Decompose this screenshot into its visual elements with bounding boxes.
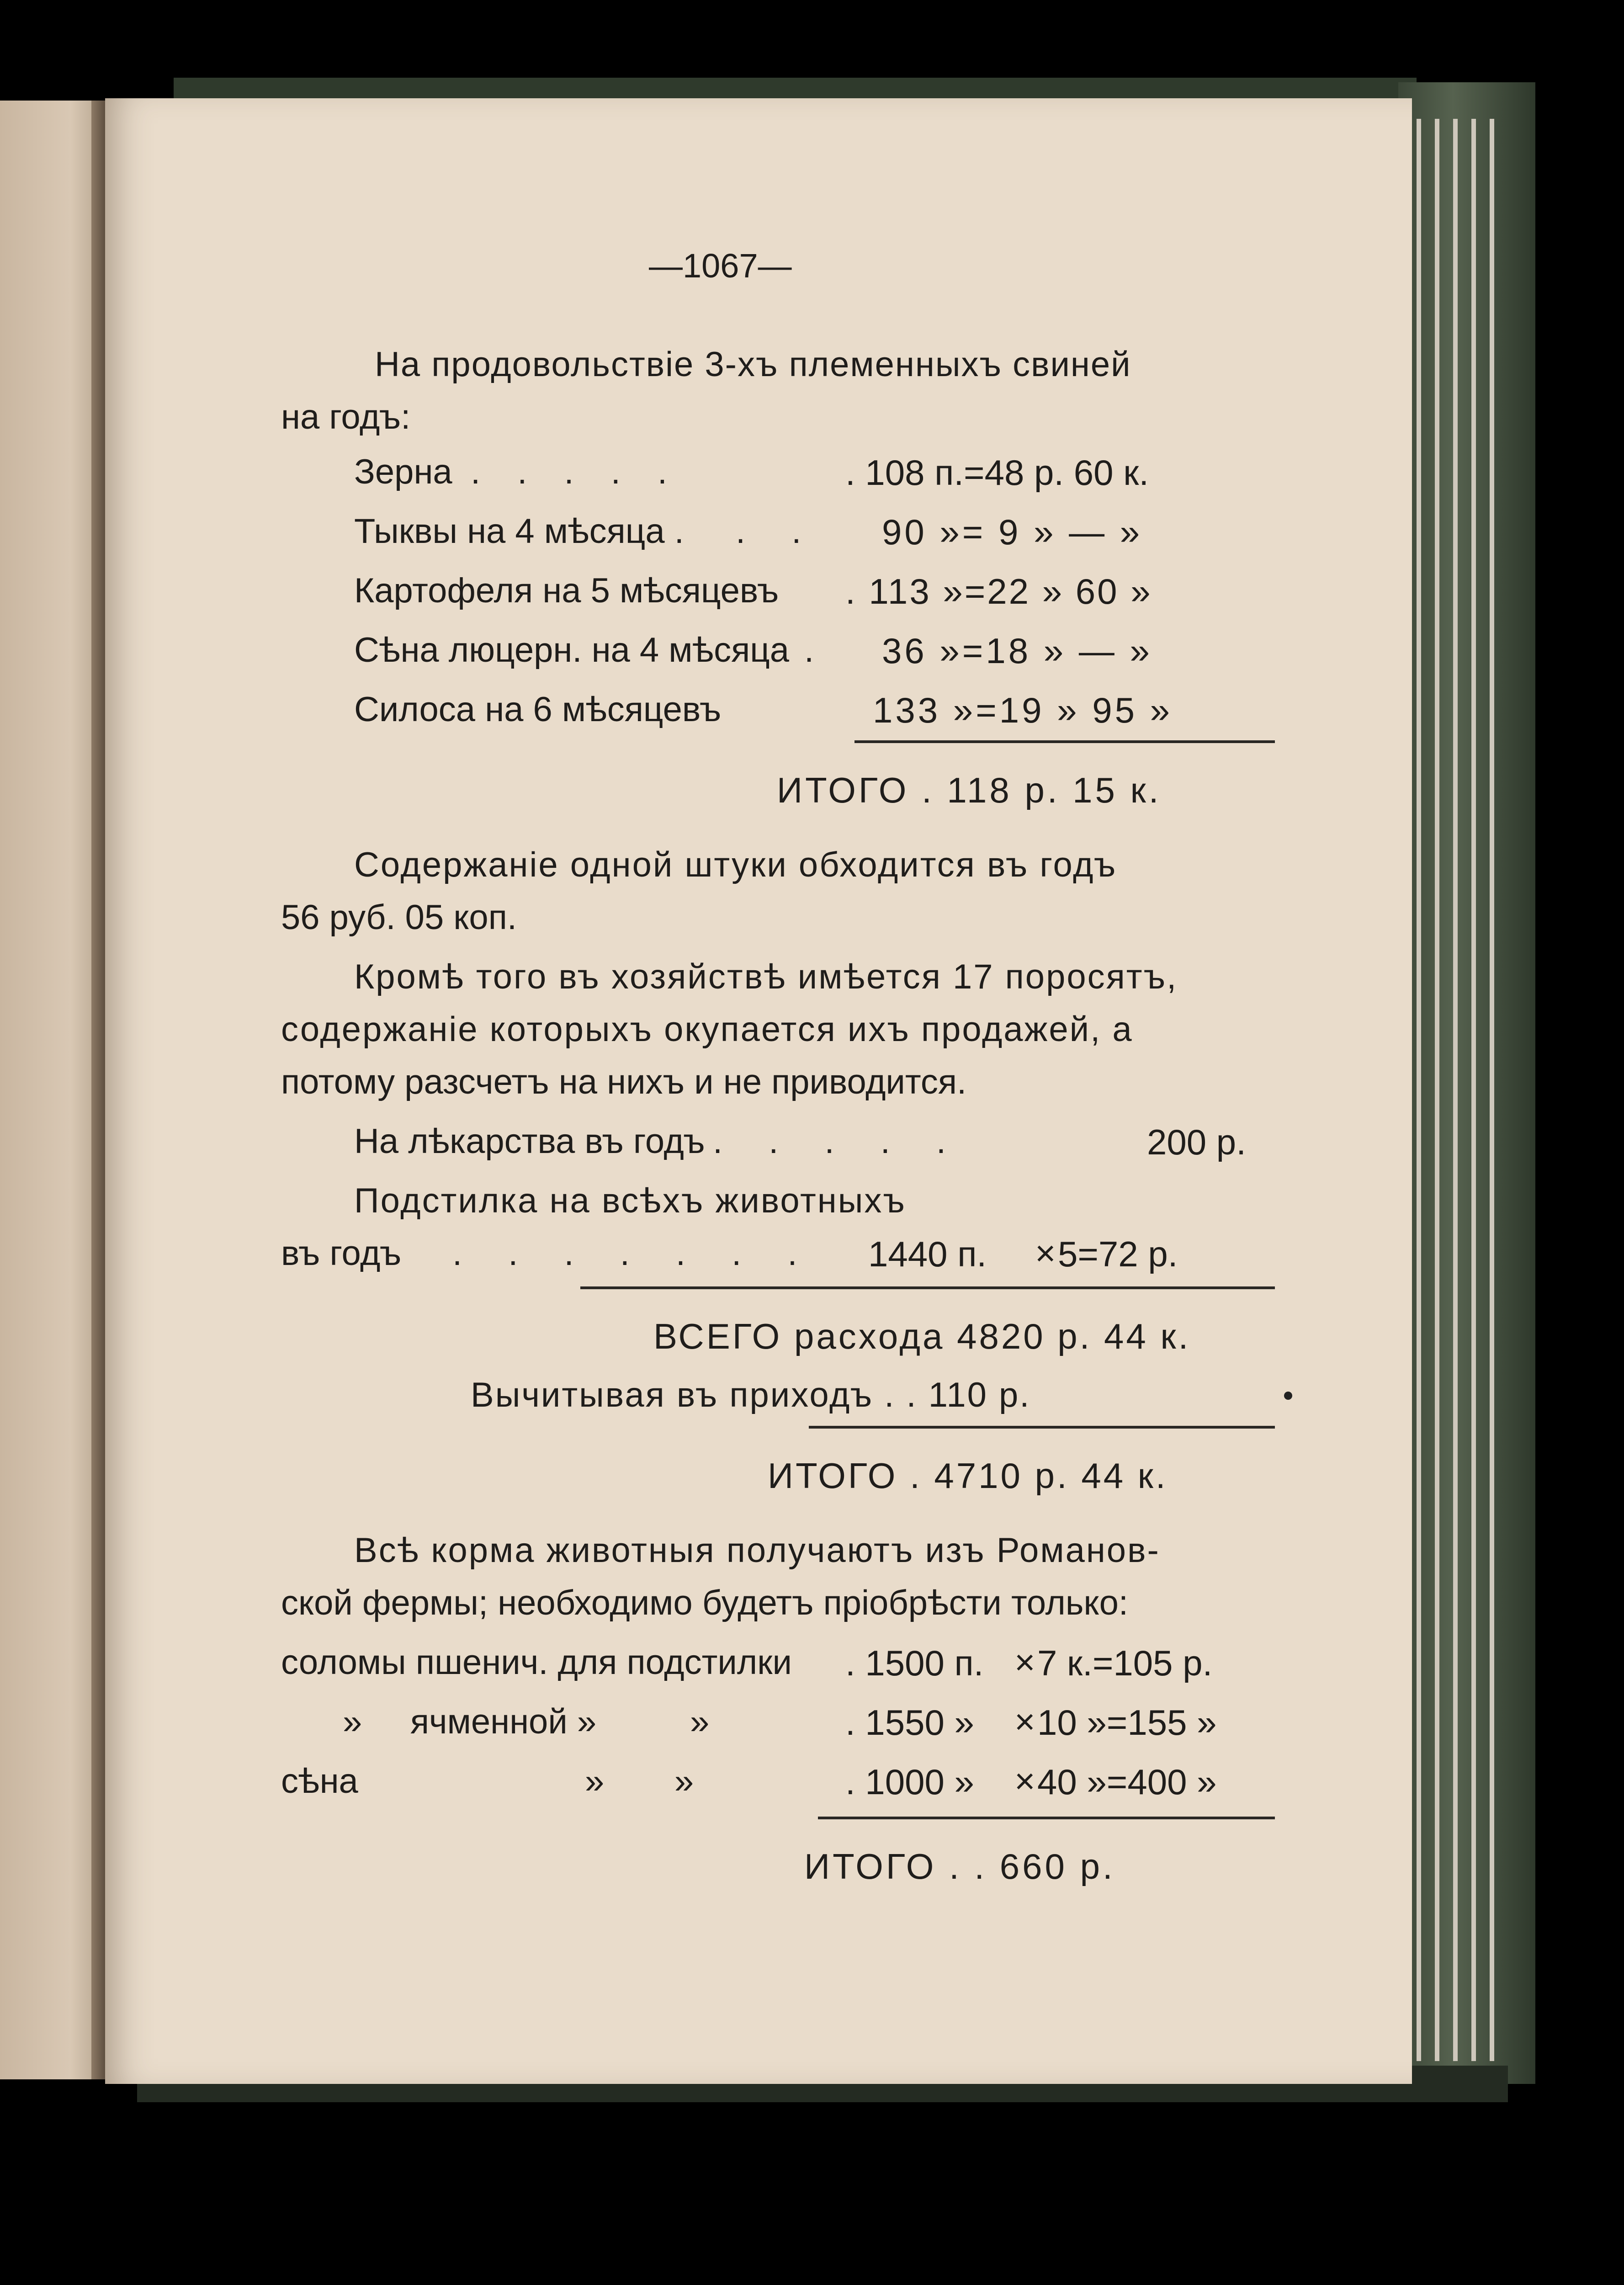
page-edge (1471, 119, 1476, 2061)
total-line: ИТОГО . 118 р. 15 к. (777, 770, 1162, 810)
paragraph-line: Всѣ корма животныя получаютъ изъ Романов- (354, 1531, 1160, 1570)
litter-line: Подстилка на всѣхъ животныхъ (354, 1181, 906, 1220)
paragraph-line: Содержаніе одной штуки обходится въ годъ (354, 845, 1117, 884)
medicine-label: На лѣкарства въ годъ (354, 1122, 705, 1161)
feed-row-label: Силоса на 6 мѣсяцевъ (354, 690, 722, 729)
feed-row-dots: . (804, 631, 814, 670)
subtract-line: Вычитывая въ приходъ . . 110 р. (471, 1376, 1031, 1414)
purchase-row-mult: 7 к.=105 р. (1037, 1643, 1213, 1683)
total-line: ИТОГО . 4710 р. 44 к. (768, 1456, 1168, 1496)
feed-row-label: Зерна (354, 452, 452, 491)
feed-row-calc: . 108 п.=48 р. 60 к. (845, 452, 1149, 493)
purchase-row-label: соломы пшенич. для подстилки (281, 1643, 792, 1682)
sum-rule (854, 740, 1275, 743)
grand-total: ВСЕГО расхода 4820 р. 44 к. (653, 1316, 1191, 1356)
feed-row-calc: 133 »=19 » 95 » (873, 690, 1173, 730)
purchase-row-mult: 40 »=400 » (1037, 1762, 1217, 1802)
paragraph-line: 56 руб. 05 коп. (281, 898, 517, 937)
litter-mult: 5=72 р. (1058, 1234, 1178, 1274)
purchase-row-qty: . 1000 » (845, 1762, 974, 1802)
purchase-row-ditto: » » (585, 1762, 698, 1801)
sum-rule (818, 1817, 1275, 1819)
feed-row-dots: . . . . . (471, 452, 681, 491)
purchase-row-label: сѣна (281, 1762, 358, 1801)
sum-rule (809, 1426, 1275, 1429)
litter-dots: . . . . . . . (452, 1234, 816, 1273)
litter-line: въ годъ (281, 1234, 402, 1273)
purchase-row-mult: 10 »=155 » (1037, 1702, 1217, 1743)
sum-rule (580, 1286, 1275, 1289)
previous-page-edge (0, 101, 101, 2079)
paragraph-line: содержаніе которыхъ окупается ихъ продажей, а (281, 1010, 1133, 1049)
feed-row-dots: . . (736, 512, 820, 551)
feed-row-label: Картофеля на 5 мѣсяцевъ (354, 571, 779, 610)
feed-row-label: Тыквы на 4 мѣсяца . (354, 512, 684, 551)
intro-line: на годъ: (281, 398, 411, 436)
page-number: —1067— (649, 247, 792, 285)
feed-row-label: Сѣна люцерн. на 4 мѣсяца (354, 631, 790, 670)
book-page (105, 98, 1412, 2084)
intro-line: На продовольствіе 3-хъ племенныхъ свиней (375, 345, 1131, 384)
feed-row-calc: 36 »=18 » — » (882, 631, 1152, 671)
purchase-row-label: » ячменной » (343, 1702, 597, 1741)
multiply-icon: × (1014, 1701, 1035, 1742)
litter-value: 1440 п. (868, 1234, 987, 1274)
purchase-row-ditto: » (690, 1702, 710, 1741)
ink-speck (1284, 1392, 1292, 1400)
purchase-row-qty: . 1550 » (845, 1702, 974, 1743)
paragraph-line: Кромѣ того въ хозяйствѣ имѣется 17 поросятъ, (354, 957, 1178, 996)
page-edge (1490, 119, 1494, 2061)
feed-row-calc: . 113 »=22 » 60 » (845, 571, 1152, 611)
medicine-dots: . . . . . (713, 1122, 965, 1161)
feed-row-calc: 90 »= 9 » — » (882, 512, 1143, 552)
medicine-value: 200 р. (1147, 1122, 1246, 1162)
purchase-row-qty: . 1500 п. (845, 1643, 984, 1683)
multiply-icon: × (1035, 1233, 1056, 1273)
page-edge (1453, 119, 1458, 2061)
page-edge (1435, 119, 1439, 2061)
paragraph-line: ской фермы; необходимо будетъ пріобрѣсти только: (281, 1584, 1128, 1622)
multiply-icon: × (1014, 1761, 1035, 1801)
page-edge (1417, 119, 1421, 2061)
total-line: ИТОГО . . 660 р. (804, 1846, 1115, 1886)
multiply-icon: × (1014, 1642, 1035, 1682)
paragraph-line: потому разсчетъ на нихъ и не приводится. (281, 1063, 967, 1101)
